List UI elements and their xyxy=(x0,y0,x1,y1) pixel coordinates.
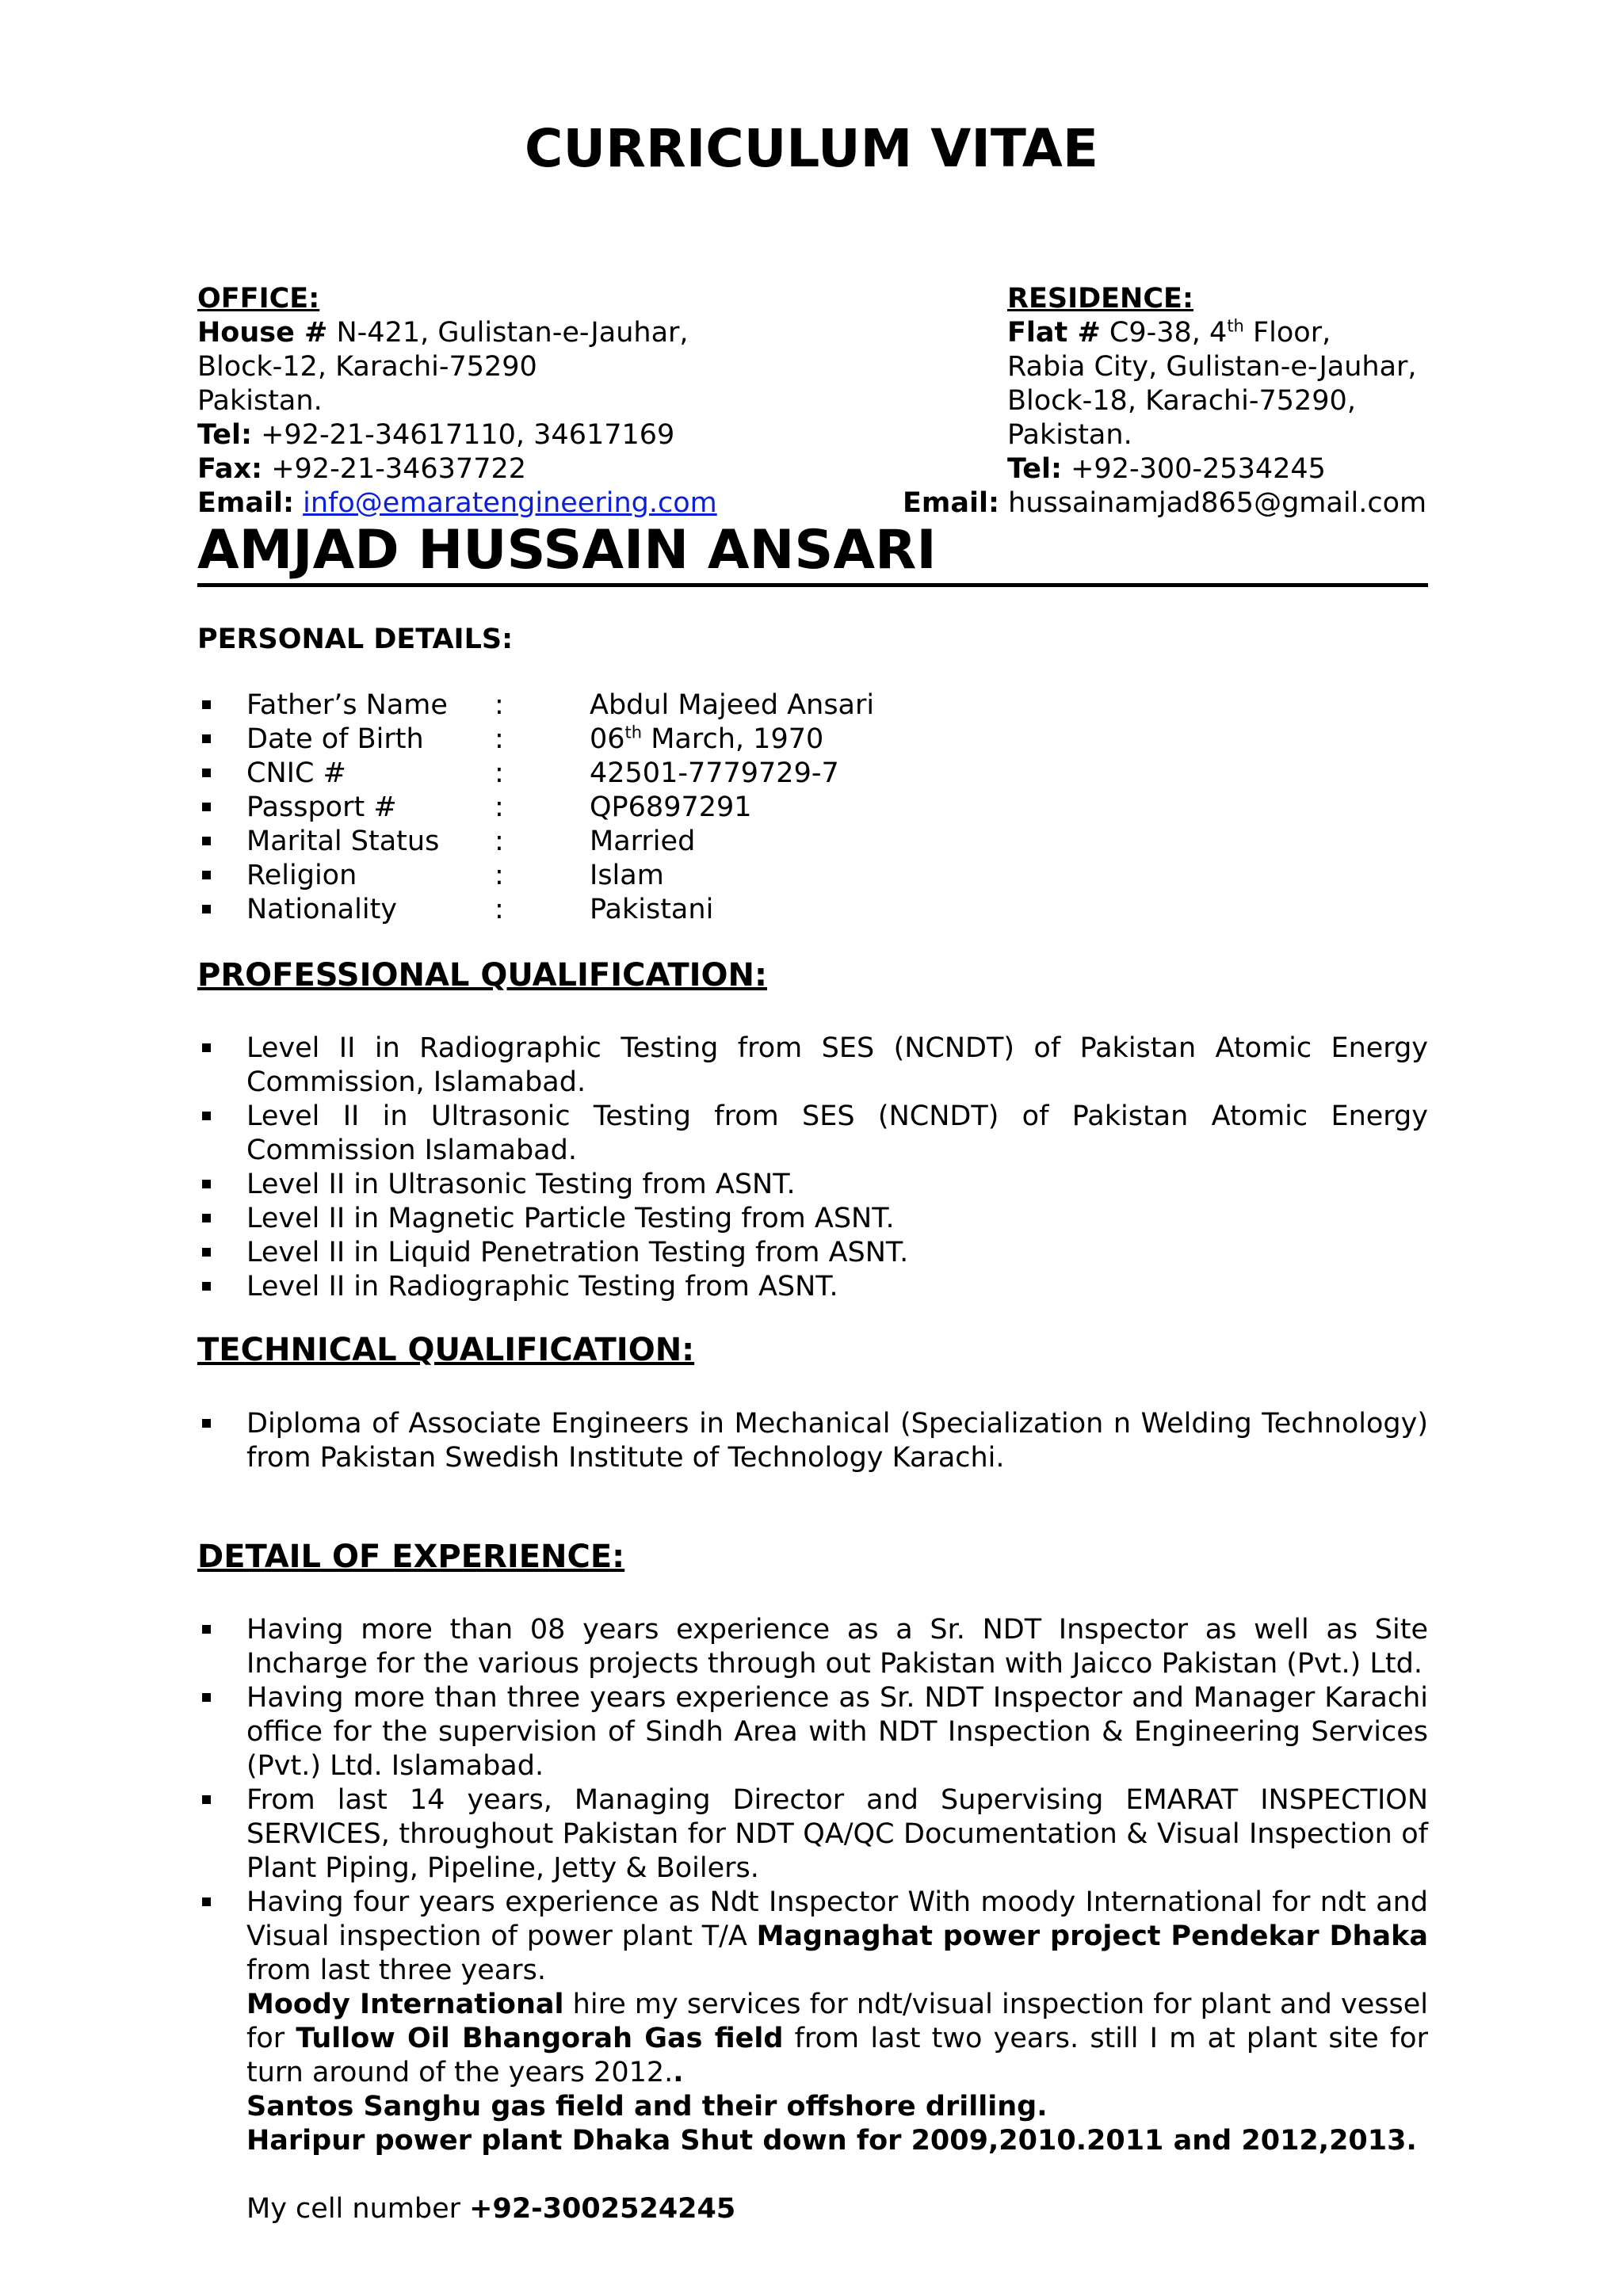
list-item xyxy=(197,1407,1428,1475)
detail-colon: : xyxy=(495,894,504,925)
residence-line4: Pakistan. xyxy=(1007,419,1132,451)
office-tel-label: Tel: xyxy=(197,419,252,451)
office-address xyxy=(197,282,926,521)
office-line3: Pakistan. xyxy=(197,385,323,417)
list-item xyxy=(197,893,1428,927)
item-text: Level II in Radiographic Testing from ASNT. xyxy=(246,1271,838,1302)
technical-qualification-list xyxy=(197,1407,1428,1475)
list-item xyxy=(197,1886,1428,1988)
bullet-icon xyxy=(202,837,211,845)
bullet-icon xyxy=(202,871,211,879)
bullet-icon xyxy=(202,1625,211,1634)
detail-value: 06th March, 1970 xyxy=(590,723,824,755)
cell-value: +92-3002524245 xyxy=(469,2193,736,2225)
detail-key: CNIC # xyxy=(246,757,346,789)
list-item xyxy=(197,859,1428,893)
detail-colon: : xyxy=(495,723,504,755)
office-fax-value: +92-21-34637722 xyxy=(271,453,527,485)
bullet-icon xyxy=(202,769,211,777)
professional-qualification-title: PROFESSIONAL QUALIFICATION: xyxy=(197,957,767,994)
personal-details-title: PERSONAL DETAILS: xyxy=(197,624,514,655)
detail-key: Nationality xyxy=(246,894,398,925)
flat-label: Flat # xyxy=(1007,317,1101,349)
flat-value-post: Floor, xyxy=(1253,317,1331,349)
item-text: from last three years. xyxy=(246,1955,546,1986)
residence-address xyxy=(903,282,1427,521)
moody-paragraph xyxy=(197,1988,1428,2090)
detail-colon: : xyxy=(495,757,504,789)
experience-title: DETAIL OF EXPERIENCE: xyxy=(197,1539,625,1575)
bullet-icon xyxy=(202,1693,211,1702)
house-value: N-421, Gulistan-e-Jauhar, xyxy=(336,317,689,349)
office-line2: Block-12, Karachi-75290 xyxy=(197,351,537,383)
item-text: Diploma of Associate Engineers in Mechanical (Specialization n Welding Technology) from Pakistan Swedish Institute of Technology Karachi. xyxy=(246,1408,1428,1474)
bullet-icon xyxy=(202,734,211,743)
list-item xyxy=(197,1681,1428,1783)
residence-line2: Rabia City, Gulistan-e-Jauhar, xyxy=(1007,351,1417,383)
candidate-name: AMJAD HUSSAIN ANSARI xyxy=(197,518,1428,587)
residence-header: RESIDENCE: xyxy=(1007,283,1193,315)
santos-text: Santos Sanghu gas field and their offshore drilling. xyxy=(246,2091,1048,2122)
technical-qualification-title: TECHNICAL QUALIFICATION: xyxy=(197,1332,695,1368)
document-title: CURRICULUM VITAE xyxy=(525,118,1098,179)
list-item xyxy=(197,825,1428,859)
item-text: Level II in Ultrasonic Testing from SES (NCNDT) of Pakistan Atomic Energy Commission Islamabad. xyxy=(246,1100,1428,1166)
house-label: House # xyxy=(197,317,328,349)
list-item xyxy=(197,1168,1428,1202)
detail-key: Father’s Name xyxy=(246,689,448,721)
flat-sup: th xyxy=(1227,316,1244,336)
detail-colon: : xyxy=(495,689,504,721)
item-text: Having four years experience as Ndt Inspector With moody International for ndt and Visual inspection of power plant T/A xyxy=(246,1886,1428,1952)
santos-line xyxy=(197,2090,1428,2124)
bullet-icon xyxy=(202,1248,211,1257)
detail-key: Marital Status xyxy=(246,826,440,857)
item-text: Level II in Ultrasonic Testing from ASNT. xyxy=(246,1169,796,1200)
bullet-icon xyxy=(202,803,211,811)
haripur-text: Haripur power plant Dhaka Shut down for 2009,2010.2011 and 2012,2013. xyxy=(246,2125,1417,2157)
cell-number-line xyxy=(197,2192,1428,2226)
list-item xyxy=(197,1613,1428,1681)
tullow-bold: Tullow Oil Bhangorah Gas field xyxy=(296,2023,784,2054)
residence-tel-label: Tel: xyxy=(1007,453,1062,485)
list-item xyxy=(197,1100,1428,1168)
item-bold: Magnaghat power project Pendekar Dhaka xyxy=(756,1920,1428,1952)
bullet-icon xyxy=(202,905,211,913)
bullet-icon xyxy=(202,1282,211,1291)
cell-label: My cell number xyxy=(246,2193,460,2225)
item-text: from last two years. still I m at plant site for turn around of the years 2012. xyxy=(246,2023,1428,2088)
item-text: Having more than 08 years experience as a Sr. NDT Inspector as well as Site Incharge for the various projects through out Pakistan with Jaicco Pakistan (Pvt.) Ltd. xyxy=(246,1614,1428,1680)
detail-key: Passport # xyxy=(246,791,397,823)
list-item xyxy=(197,791,1428,825)
bullet-icon xyxy=(202,1214,211,1222)
item-text: Level II in Magnetic Particle Testing from ASNT. xyxy=(246,1203,895,1234)
bullet-icon xyxy=(202,700,211,709)
bullet-icon xyxy=(202,1112,211,1120)
detail-value: Pakistani xyxy=(590,894,714,925)
list-item xyxy=(197,757,1428,791)
bullet-icon xyxy=(202,1180,211,1188)
item-text: Having more than three years experience as Sr. NDT Inspector and Manager Karachi office for the supervision of Sindh Area with NDT Inspection & Engineering Services (Pvt.) Ltd. Islamabad. xyxy=(246,1682,1428,1782)
list-item xyxy=(197,1783,1428,1886)
detail-key: Religion xyxy=(246,860,357,891)
list-item xyxy=(197,688,1428,723)
list-item xyxy=(197,1236,1428,1270)
item-text: From last 14 years, Managing Director and Supervising EMARAT INSPECTION SERVICES, throughout Pakistan for NDT QA/QC Documentation & Visual Inspection of Plant Piping, Pipeline, Jetty & Boilers. xyxy=(246,1784,1428,1884)
detail-colon: : xyxy=(495,791,504,823)
professional-qualification-list xyxy=(197,1032,1428,1304)
bullet-icon xyxy=(202,1897,211,1906)
list-item xyxy=(197,1032,1428,1100)
list-item xyxy=(197,723,1428,757)
bullet-icon xyxy=(202,1419,211,1428)
office-email-link[interactable]: info@emaratengineering.com xyxy=(303,487,717,519)
detail-value: 42501-7779729-7 xyxy=(590,757,839,789)
item-text: Level II in Radiographic Testing from SES (NCNDT) of Pakistan Atomic Energy Commission, Islamabad. xyxy=(246,1032,1428,1098)
item-bold: . xyxy=(673,2057,684,2088)
detail-colon: : xyxy=(495,826,504,857)
detail-value: QP6897291 xyxy=(590,791,752,823)
item-text: hire my services for ndt/visual inspection for plant and vessel for xyxy=(246,1989,1428,2054)
office-tel-value: +92-21-34617110, 34617169 xyxy=(261,419,675,451)
detail-key: Date of Birth xyxy=(246,723,424,755)
residence-line3: Block-18, Karachi-75290, xyxy=(1007,385,1356,417)
flat-value: C9-38, 4 xyxy=(1109,317,1228,349)
office-header: OFFICE: xyxy=(197,283,320,315)
experience-list xyxy=(197,1613,1428,2226)
personal-details-list xyxy=(197,688,1428,927)
detail-colon: : xyxy=(495,860,504,891)
haripur-line xyxy=(197,2124,1428,2158)
residence-email-value: hussainamjad865@gmail.com xyxy=(1008,487,1427,519)
bullet-icon xyxy=(202,1795,211,1804)
list-item xyxy=(197,1202,1428,1236)
detail-value: Abdul Majeed Ansari xyxy=(590,689,875,721)
detail-value: Islam xyxy=(590,860,664,891)
moody-bold: Moody International xyxy=(246,1989,564,2020)
bullet-icon xyxy=(202,1043,211,1052)
detail-value: Married xyxy=(590,826,696,857)
office-fax-label: Fax: xyxy=(197,453,263,485)
office-email-label: Email: xyxy=(197,487,294,519)
list-item xyxy=(197,1270,1428,1304)
residence-email-label: Email: xyxy=(903,487,999,519)
residence-tel-value: +92-300-2534245 xyxy=(1071,453,1326,485)
item-text: Level II in Liquid Penetration Testing from ASNT. xyxy=(246,1237,909,1268)
